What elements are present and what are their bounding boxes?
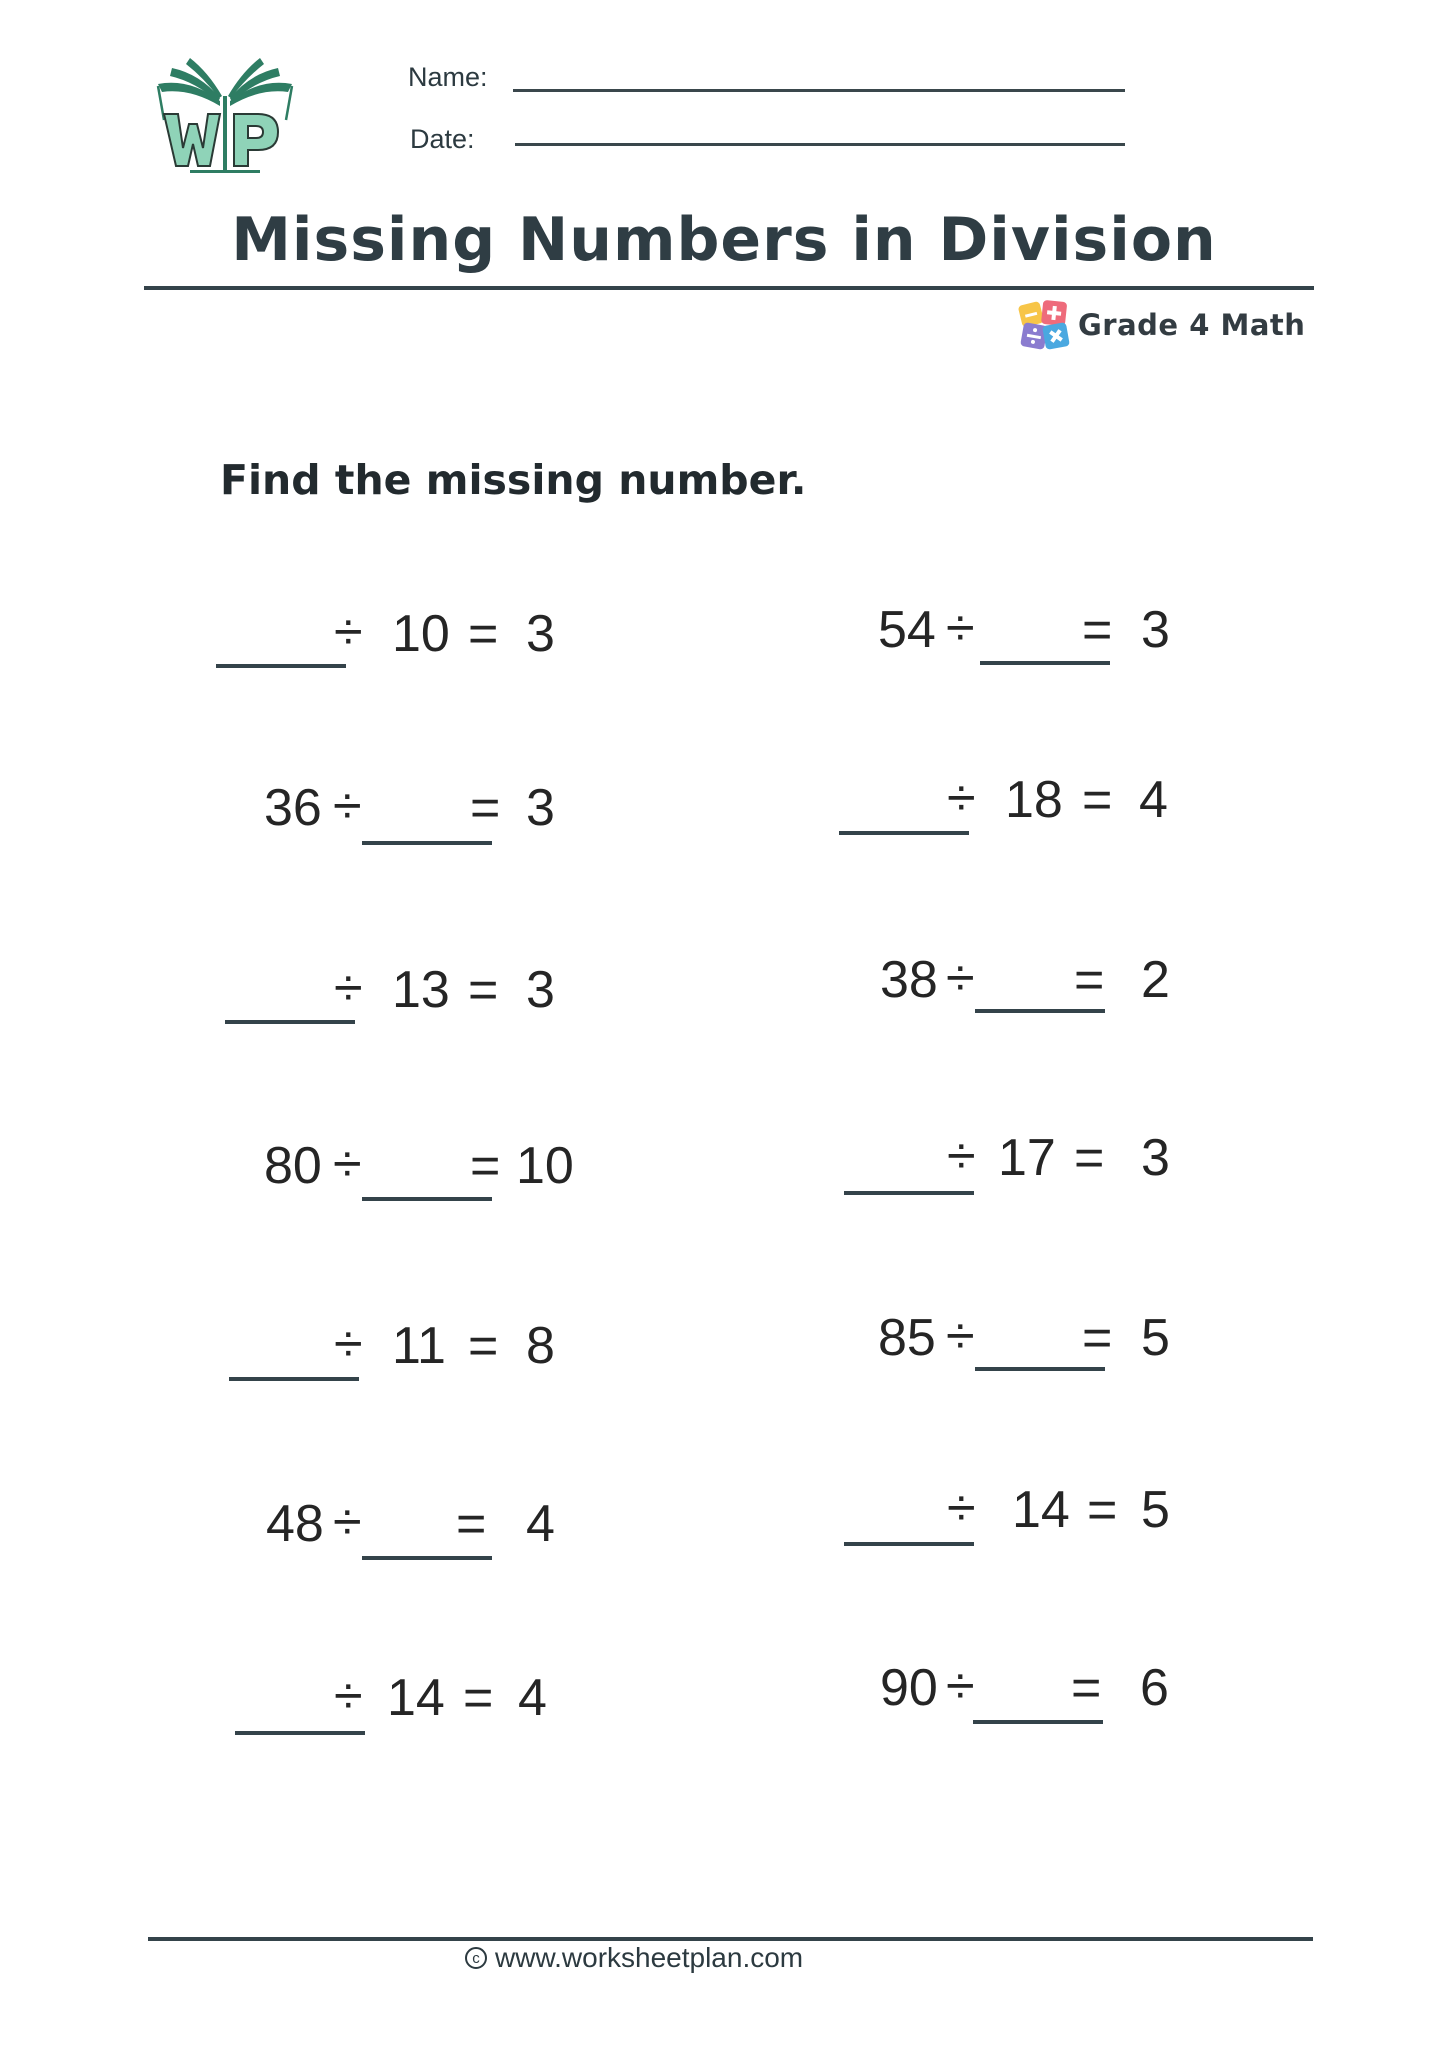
title-divider	[144, 286, 1314, 290]
date-field[interactable]	[515, 143, 1125, 146]
answer-blank[interactable]	[844, 1542, 974, 1546]
answer-blank[interactable]	[839, 831, 969, 835]
quotient: 4	[526, 1495, 555, 1553]
equals-sign: =	[456, 1495, 487, 1553]
quotient: 3	[526, 779, 555, 837]
answer-blank[interactable]	[225, 1020, 355, 1024]
answer-blank[interactable]	[362, 841, 492, 845]
divide-sign: ÷	[334, 1315, 363, 1373]
worksheetplan-logo	[150, 56, 300, 176]
page-title: Missing Numbers in Division	[231, 205, 1217, 275]
divide-sign: ÷	[947, 769, 976, 827]
dividend: 90	[880, 1659, 938, 1717]
equals-sign: =	[463, 1669, 494, 1727]
answer-blank[interactable]	[975, 1367, 1105, 1371]
quotient: 6	[1140, 1659, 1169, 1717]
divisor: 18	[1005, 771, 1063, 829]
answer-blank[interactable]	[975, 1009, 1105, 1013]
dividend: 48	[266, 1495, 324, 1553]
divisor: 10	[392, 605, 450, 663]
divisor: 11	[392, 1317, 446, 1375]
quotient: 3	[1141, 601, 1170, 659]
answer-blank[interactable]	[362, 1556, 492, 1560]
date-label: Date:	[410, 124, 475, 154]
equals-sign: =	[1082, 1309, 1113, 1367]
equals-sign: =	[1082, 771, 1113, 829]
quotient: 4	[518, 1669, 547, 1727]
name-field[interactable]	[513, 89, 1125, 92]
dividend: 54	[878, 601, 936, 659]
dividend: 85	[878, 1309, 936, 1367]
answer-blank[interactable]	[844, 1191, 974, 1195]
divide-sign: ÷	[946, 1657, 975, 1715]
quotient: 8	[526, 1317, 555, 1375]
divide-sign: ÷	[946, 1307, 975, 1365]
instruction-text: Find the missing number.	[220, 456, 807, 504]
equals-sign: =	[470, 779, 501, 837]
divisor: 14	[1012, 1481, 1070, 1539]
divide-sign: ÷	[334, 1667, 363, 1725]
answer-blank[interactable]	[980, 661, 1110, 665]
divide-sign: ÷	[947, 1479, 976, 1537]
book-tree-logo-icon	[150, 56, 300, 176]
divisor: 14	[387, 1669, 445, 1727]
name-label: Name:	[408, 62, 488, 92]
quotient: 2	[1141, 951, 1170, 1009]
quotient: 3	[526, 961, 555, 1019]
grade-badge	[1018, 300, 1305, 350]
divide-sign: ÷	[947, 1127, 976, 1185]
equals-sign: =	[1074, 951, 1105, 1009]
divisor: 13	[392, 961, 450, 1019]
equals-sign: =	[468, 961, 499, 1019]
divide-sign: ÷	[333, 1135, 362, 1193]
quotient: 4	[1139, 771, 1168, 829]
footer	[465, 1942, 803, 1974]
footer-divider	[148, 1937, 1313, 1941]
equals-sign: =	[468, 1317, 499, 1375]
divide-sign: ÷	[334, 603, 363, 661]
answer-blank[interactable]	[229, 1377, 359, 1381]
copyright-icon: c	[465, 1947, 487, 1969]
equals-sign: =	[1071, 1659, 1102, 1717]
dividend: 38	[880, 951, 938, 1009]
equals-sign: =	[468, 605, 499, 663]
answer-blank[interactable]	[362, 1197, 492, 1201]
dividend: 36	[264, 779, 322, 837]
grade-label: Grade 4 Math	[1078, 308, 1306, 342]
quotient: 3	[526, 605, 555, 663]
divisor: 17	[998, 1129, 1056, 1187]
divide-sign: ÷	[946, 599, 975, 657]
equals-sign: =	[1082, 601, 1113, 659]
equals-sign: =	[470, 1137, 501, 1195]
divide-sign: ÷	[334, 959, 363, 1017]
quotient: 5	[1141, 1309, 1170, 1367]
equals-sign: =	[1087, 1481, 1118, 1539]
website-link[interactable]: www.worksheetplan.com	[495, 1942, 804, 1973]
quotient: 3	[1141, 1129, 1170, 1187]
answer-blank[interactable]	[973, 1720, 1103, 1724]
dividend: 80	[264, 1137, 322, 1195]
equals-sign: =	[1074, 1129, 1105, 1187]
divide-sign: ÷	[333, 1493, 362, 1551]
quotient: 10	[516, 1137, 574, 1195]
quotient: 5	[1141, 1481, 1170, 1539]
answer-blank[interactable]	[216, 664, 346, 668]
divide-sign: ÷	[946, 949, 975, 1007]
math-operations-icon	[1018, 300, 1070, 350]
divide-sign: ÷	[333, 777, 362, 835]
answer-blank[interactable]	[235, 1731, 365, 1735]
